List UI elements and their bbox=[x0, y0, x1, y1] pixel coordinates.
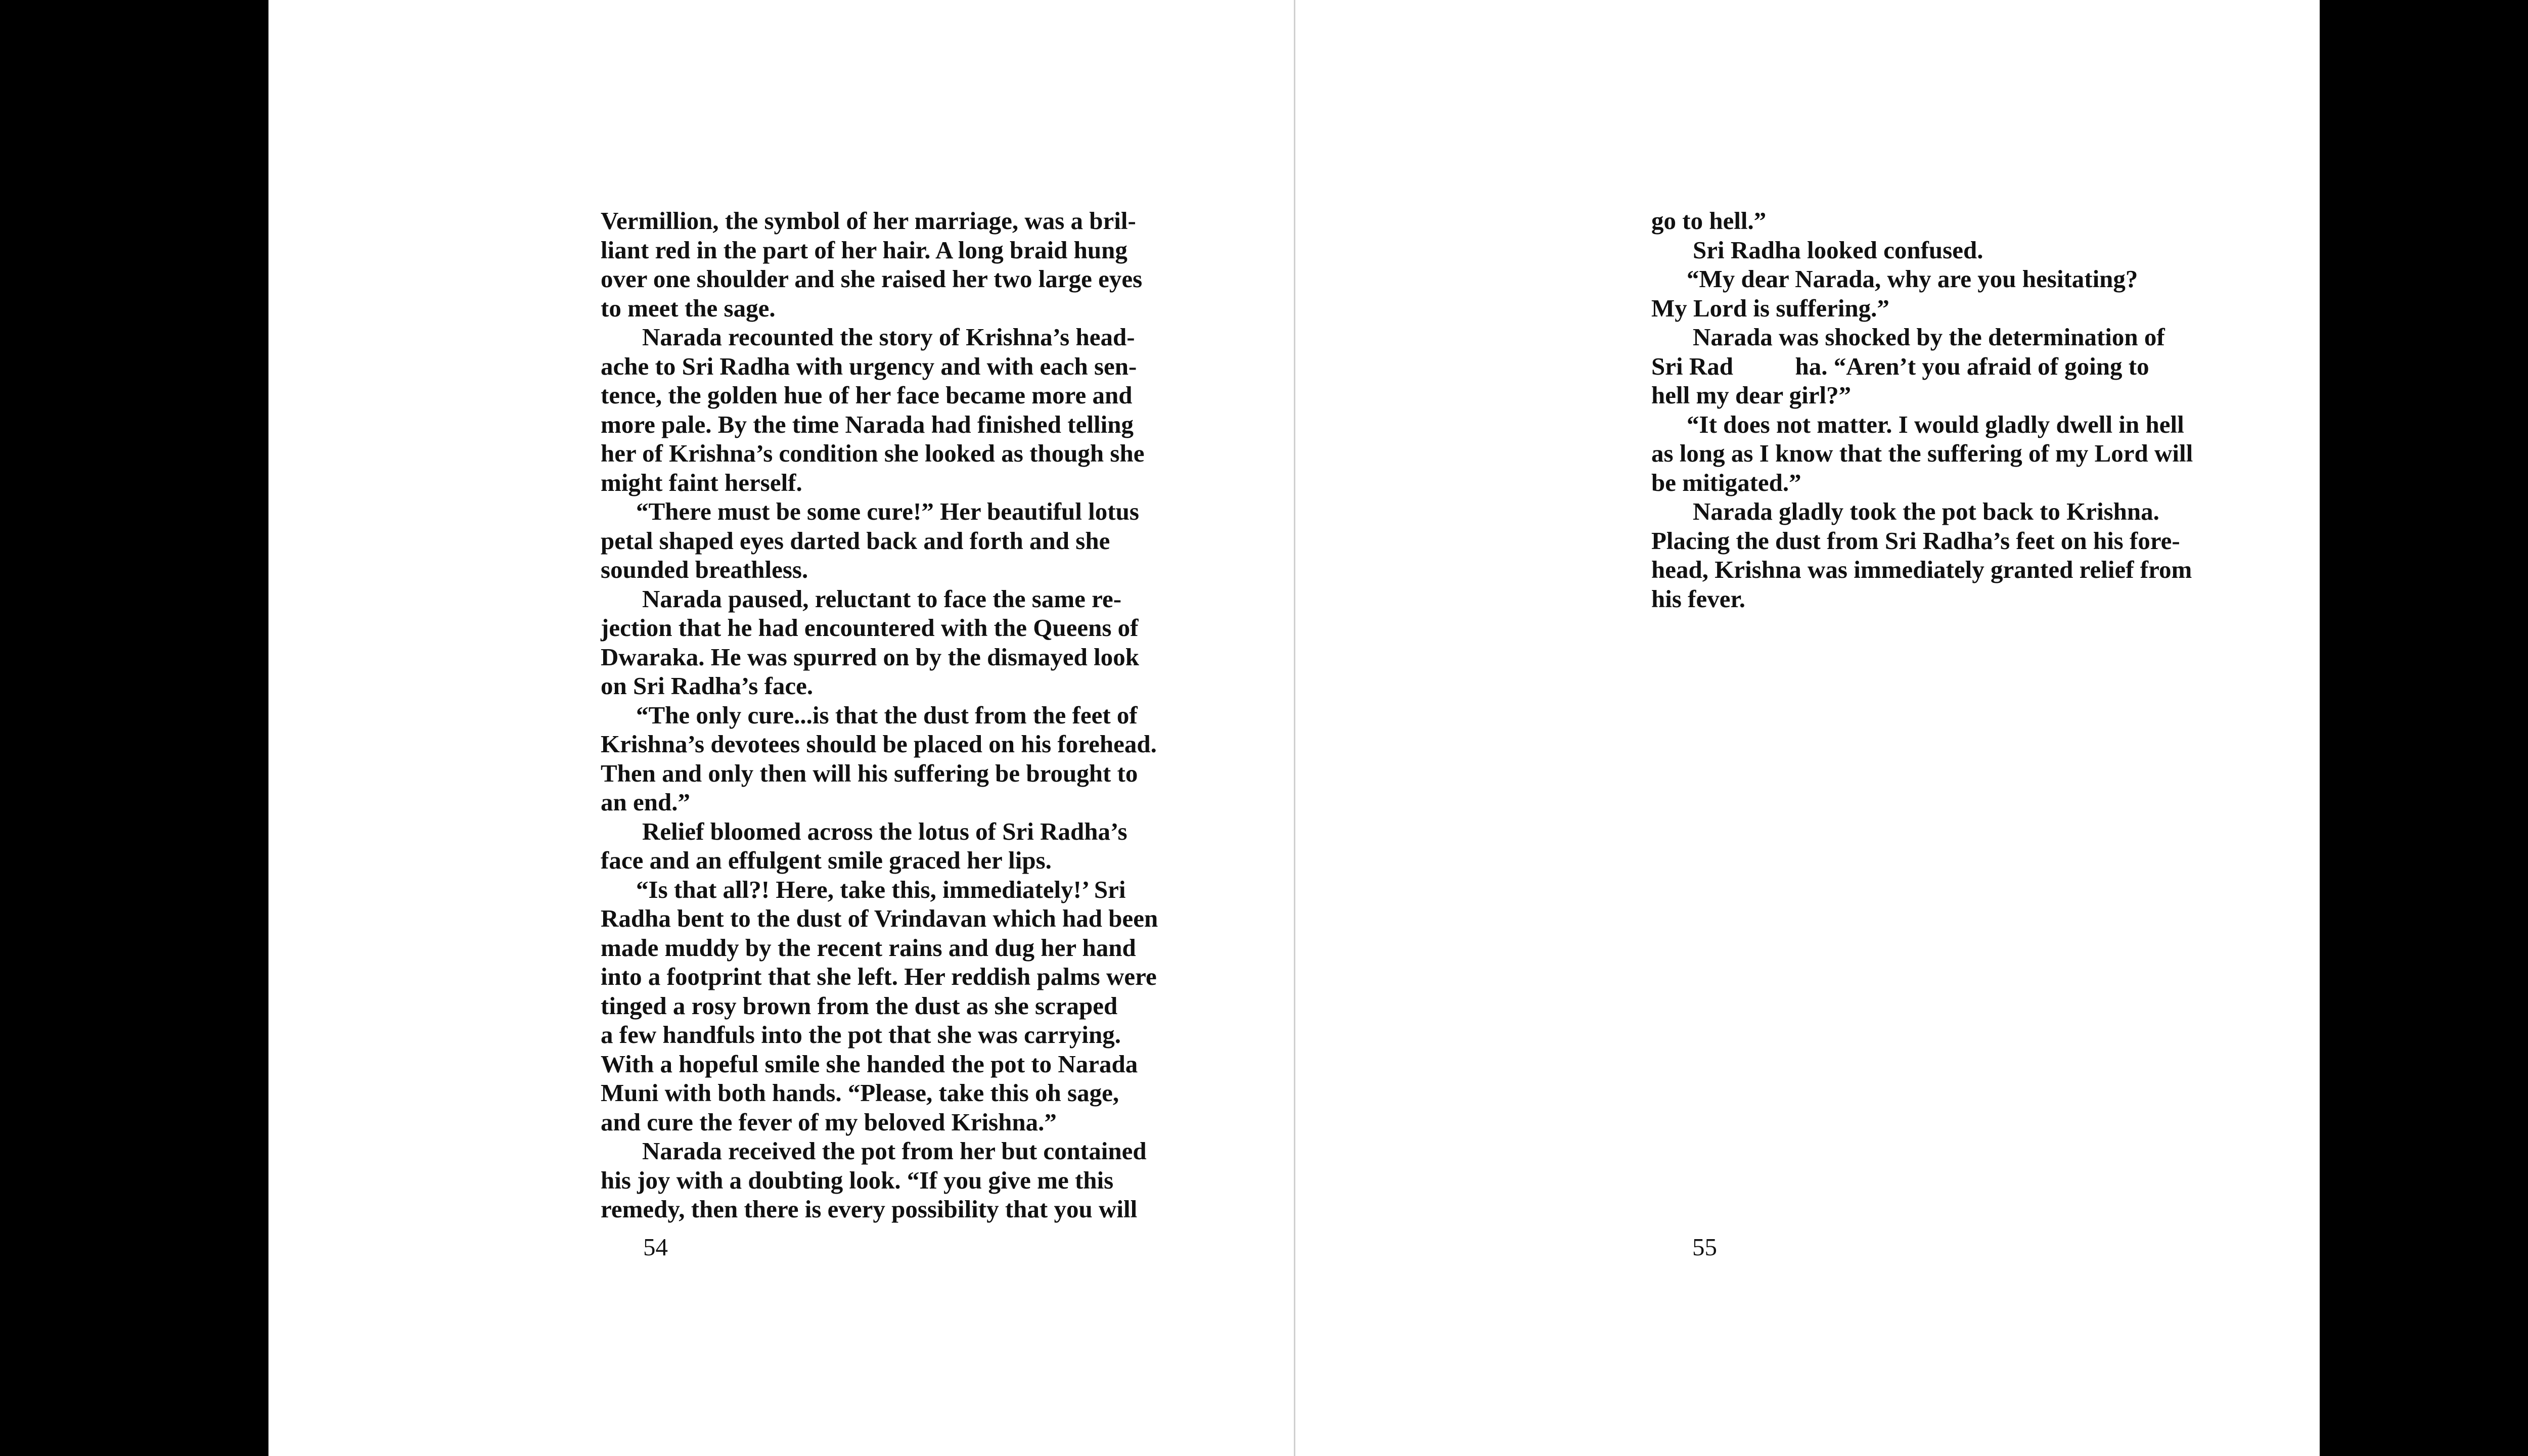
text-line: Placing the dust from Sri Radha’s feet on his fore- bbox=[1651, 526, 2180, 555]
text-line: Dwaraka. He was spurred on by the dismayed look bbox=[601, 643, 1139, 671]
text-line: Narada gladly took the pot back to Krishna. bbox=[1693, 497, 2159, 525]
text-line: Then and only then will his suffering be brought to bbox=[601, 759, 1138, 787]
text-line: more pale. By the time Narada had finished telling bbox=[601, 410, 1134, 438]
page-number-left: 54 bbox=[643, 1233, 668, 1261]
right-page-text bbox=[1651, 206, 2278, 613]
text-line: jection that he had encountered with the Queens of bbox=[601, 614, 1139, 642]
right-page bbox=[1295, 0, 2320, 1456]
text-line: her of Krishna’s condition she looked as though she bbox=[601, 439, 1145, 467]
text-line: Radha bent to the dust of Vrindavan which had been bbox=[601, 904, 1158, 932]
text-line: Relief bloomed across the lotus of Sri Radha’s bbox=[642, 817, 1127, 845]
text-line: tinged a rosy brown from the dust as she scraped bbox=[601, 991, 1118, 1020]
text-line: sounded breathless. bbox=[601, 556, 808, 583]
text-line: to meet the sage. bbox=[601, 294, 776, 322]
text-line: Sri Radha looked confused. bbox=[1693, 236, 1983, 264]
text-line: Muni with both hands. “Please, take this oh sage, bbox=[601, 1079, 1119, 1107]
text-line: might faint herself. bbox=[601, 468, 802, 496]
text-line: With a hopeful smile she handed the pot to Narada bbox=[601, 1050, 1138, 1078]
text-line: Narada recounted the story of Krishna’s head- bbox=[642, 323, 1135, 351]
text-line: and cure the fever of my beloved Krishna.” bbox=[601, 1108, 1057, 1136]
text-line: his fever. bbox=[1651, 584, 1745, 613]
text-line: petal shaped eyes darted back and forth and she bbox=[601, 526, 1110, 555]
text-line: Narada paused, reluctant to face the same re- bbox=[642, 584, 1122, 613]
text-line: an end.” bbox=[601, 788, 691, 816]
text-line: head, Krishna was immediately granted relief from bbox=[1651, 556, 2192, 583]
text-line: as long as I know that the suffering of my Lord will bbox=[1651, 439, 2193, 467]
text-line: made muddy by the recent rains and dug her hand bbox=[601, 933, 1136, 962]
text-line: Sri Rad ha. “Aren’t you afraid of going to bbox=[1651, 352, 2149, 380]
left-page-text bbox=[601, 206, 1228, 1224]
text-line: into a footprint that she left. Her reddish palms were bbox=[601, 963, 1157, 990]
text-line: “Is that all?! Here, take this, immediately!’ Sri bbox=[636, 875, 1126, 903]
text-line: “There must be some cure!” Her beautiful lotus bbox=[636, 497, 1139, 525]
page-spread bbox=[268, 0, 2320, 1456]
text-line: My Lord is suffering.” bbox=[1651, 294, 1889, 322]
text-line: “It does not matter. I would gladly dwell in hell bbox=[1687, 410, 2184, 438]
text-line: face and an effulgent smile graced her lips. bbox=[601, 846, 1052, 874]
text-line: a few handfuls into the pot that she was carrying. bbox=[601, 1021, 1121, 1049]
text-line: on Sri Radha’s face. bbox=[601, 672, 814, 700]
text-line: over one shoulder and she raised her two large eyes bbox=[601, 265, 1143, 293]
text-line: be mitigated.” bbox=[1651, 468, 1801, 496]
text-line: Vermillion, the symbol of her marriage, was a bril- bbox=[601, 207, 1136, 235]
text-line: “My dear Narada, why are you hesitating? bbox=[1687, 265, 2138, 293]
text-line: Narada was shocked by the determination of bbox=[1693, 323, 2165, 351]
text-line: ache to Sri Radha with urgency and with each sen- bbox=[601, 352, 1137, 380]
text-line: Krishna’s devotees should be placed on his forehead. bbox=[601, 730, 1157, 758]
text-line: remedy, then there is every possibility that you will bbox=[601, 1195, 1138, 1223]
left-page bbox=[268, 0, 1294, 1456]
text-line: go to hell.” bbox=[1651, 207, 1767, 235]
text-line: “The only cure...is that the dust from the feet of bbox=[636, 701, 1138, 729]
text-line: hell my dear girl?” bbox=[1651, 381, 1852, 409]
text-line: tence, the golden hue of her face became more and bbox=[601, 381, 1133, 409]
page-number-right: 55 bbox=[1692, 1233, 1717, 1261]
text-line: liant red in the part of her hair. A long braid hung bbox=[601, 236, 1127, 264]
text-line: his joy with a doubting look. “If you give me this bbox=[601, 1166, 1114, 1194]
text-line: Narada received the pot from her but contained bbox=[642, 1137, 1147, 1165]
